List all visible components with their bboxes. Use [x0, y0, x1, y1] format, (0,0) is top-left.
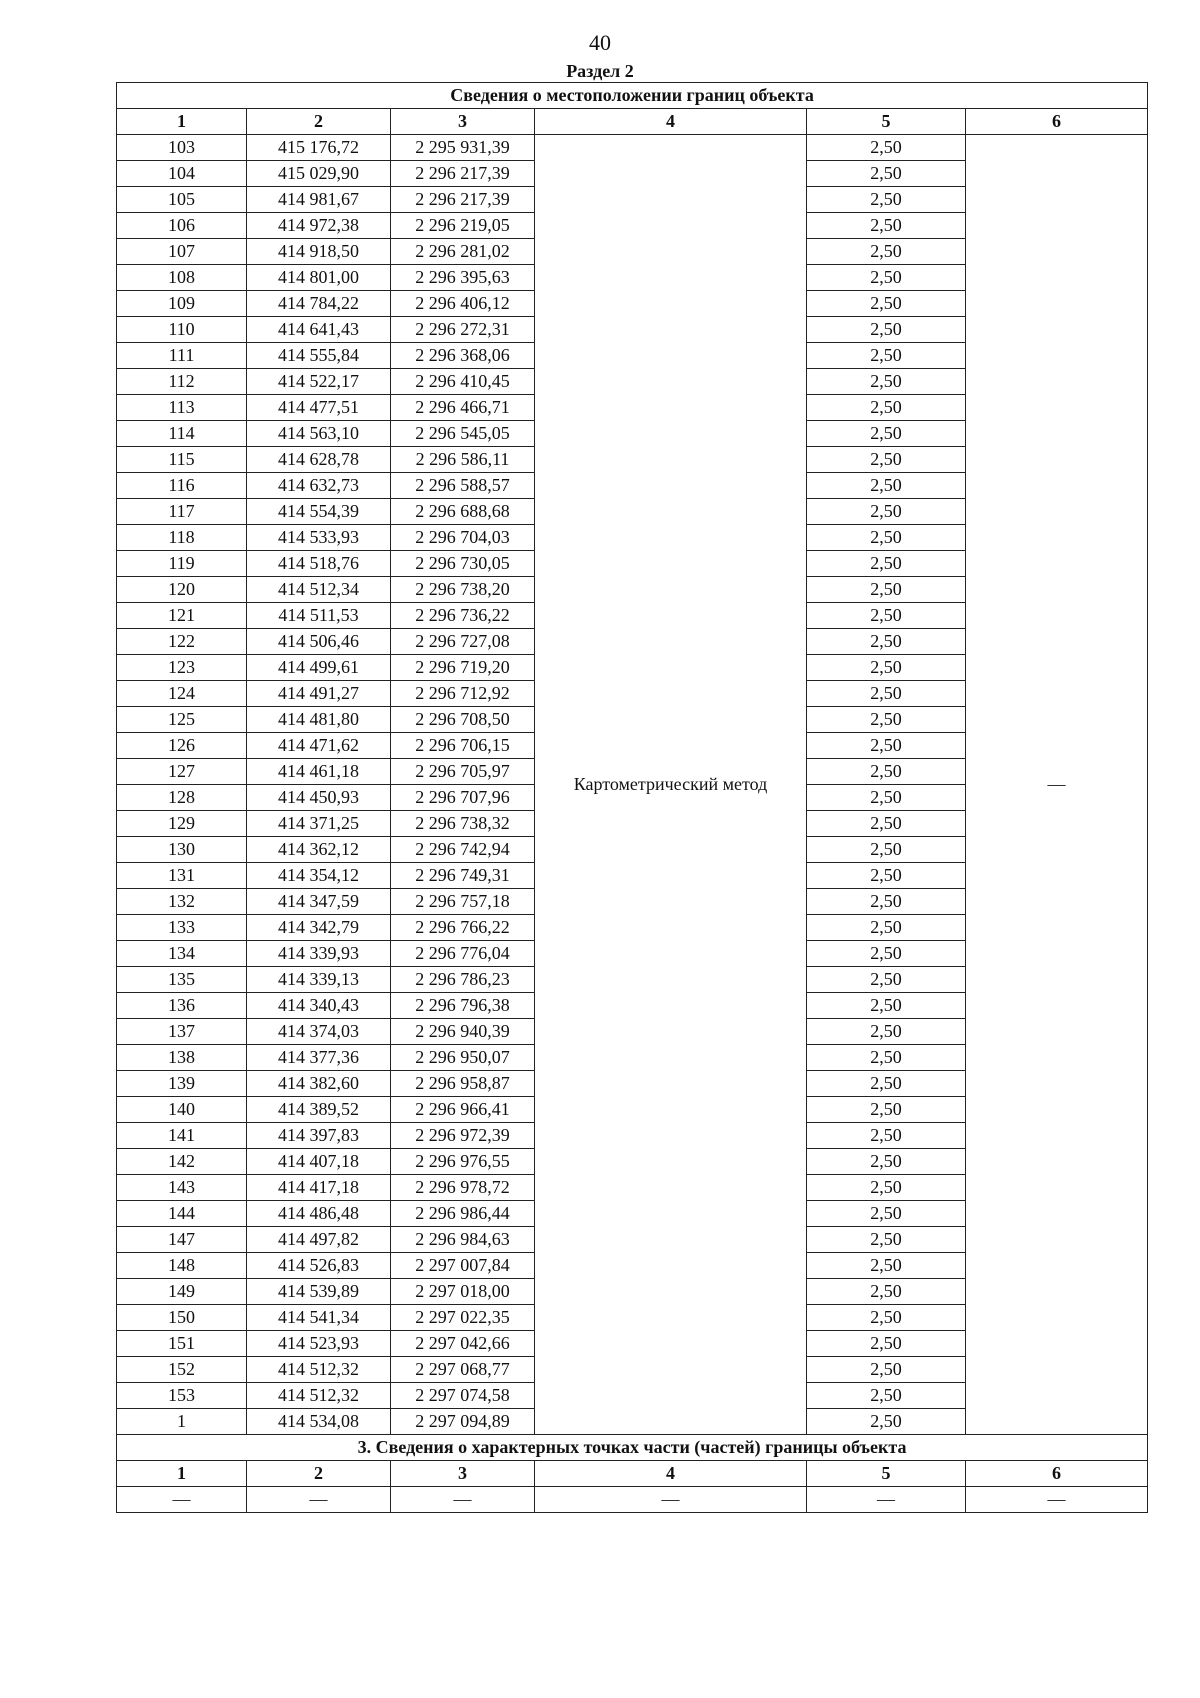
- coordinate-y-cell: 2 296 272,31: [391, 317, 535, 343]
- coordinate-x-cell: 414 471,62: [247, 733, 391, 759]
- accuracy-cell: 2,50: [807, 811, 966, 837]
- coordinate-x-cell: 414 486,48: [247, 1201, 391, 1227]
- coordinate-x-cell: 414 632,73: [247, 473, 391, 499]
- point-number-cell: 124: [117, 681, 247, 707]
- coordinate-x-cell: 414 512,32: [247, 1383, 391, 1409]
- coordinate-x-cell: 414 371,25: [247, 811, 391, 837]
- coordinate-y-cell: 2 297 074,58: [391, 1383, 535, 1409]
- coordinate-y-cell: 2 296 738,32: [391, 811, 535, 837]
- column-header: 2: [247, 1461, 391, 1487]
- point-number-cell: 139: [117, 1071, 247, 1097]
- coordinate-y-cell: 2 296 281,02: [391, 239, 535, 265]
- point-number-cell: 127: [117, 759, 247, 785]
- accuracy-cell: 2,50: [807, 733, 966, 759]
- coordinate-x-cell: 414 981,67: [247, 187, 391, 213]
- accuracy-cell: 2,50: [807, 759, 966, 785]
- coordinate-y-cell: 2 297 068,77: [391, 1357, 535, 1383]
- coordinate-y-cell: 2 297 022,35: [391, 1305, 535, 1331]
- coordinate-y-cell: 2 296 705,97: [391, 759, 535, 785]
- accuracy-cell: 2,50: [807, 941, 966, 967]
- coordinate-x-cell: 414 461,18: [247, 759, 391, 785]
- coordinate-x-cell: 414 526,83: [247, 1253, 391, 1279]
- empty-value-cell: —: [247, 1487, 391, 1513]
- coordinate-y-cell: 2 296 984,63: [391, 1227, 535, 1253]
- point-number-cell: 121: [117, 603, 247, 629]
- coordinate-y-cell: 2 296 796,38: [391, 993, 535, 1019]
- coordinate-y-cell: 2 296 466,71: [391, 395, 535, 421]
- coordinate-x-cell: 414 407,18: [247, 1149, 391, 1175]
- accuracy-cell: 2,50: [807, 317, 966, 343]
- accuracy-cell: 2,50: [807, 1331, 966, 1357]
- point-number-cell: 123: [117, 655, 247, 681]
- point-number-cell: 134: [117, 941, 247, 967]
- boundary-table: [116, 82, 1148, 1513]
- empty-value-cell: —: [966, 1487, 1148, 1513]
- coordinate-y-cell: 2 296 727,08: [391, 629, 535, 655]
- coordinate-y-cell: 2 296 738,20: [391, 577, 535, 603]
- coordinate-y-cell: 2 296 776,04: [391, 941, 535, 967]
- column-header: 1: [117, 1461, 247, 1487]
- coordinate-y-cell: 2 296 719,20: [391, 655, 535, 681]
- coordinate-y-cell: 2 296 688,68: [391, 499, 535, 525]
- point-number-cell: 133: [117, 915, 247, 941]
- column-header: 1: [117, 109, 247, 135]
- coordinate-x-cell: 414 534,08: [247, 1409, 391, 1435]
- coordinate-y-cell: 2 296 708,50: [391, 707, 535, 733]
- page-number: 40: [589, 30, 611, 55]
- coordinate-x-cell: 414 541,34: [247, 1305, 391, 1331]
- coordinate-x-cell: 414 389,52: [247, 1097, 391, 1123]
- empty-value-cell: —: [807, 1487, 966, 1513]
- coordinate-x-cell: 414 641,43: [247, 317, 391, 343]
- accuracy-cell: 2,50: [807, 577, 966, 603]
- coordinate-y-cell: 2 296 707,96: [391, 785, 535, 811]
- point-number-cell: 115: [117, 447, 247, 473]
- column-header: 2: [247, 109, 391, 135]
- point-number-cell: 103: [117, 135, 247, 161]
- coordinate-y-cell: 2 296 586,11: [391, 447, 535, 473]
- coordinate-y-cell: 2 297 042,66: [391, 1331, 535, 1357]
- accuracy-cell: 2,50: [807, 551, 966, 577]
- accuracy-cell: 2,50: [807, 785, 966, 811]
- coordinate-x-cell: 414 354,12: [247, 863, 391, 889]
- coordinate-x-cell: 414 477,51: [247, 395, 391, 421]
- coordinate-y-cell: 2 296 410,45: [391, 369, 535, 395]
- coordinate-x-cell: 414 397,83: [247, 1123, 391, 1149]
- point-number-cell: 105: [117, 187, 247, 213]
- table-row: [117, 1487, 1148, 1513]
- coordinate-x-cell: 414 340,43: [247, 993, 391, 1019]
- point-number-cell: 148: [117, 1253, 247, 1279]
- accuracy-cell: 2,50: [807, 1383, 966, 1409]
- point-number-cell: 137: [117, 1019, 247, 1045]
- accuracy-cell: 2,50: [807, 525, 966, 551]
- accuracy-cell: 2,50: [807, 291, 966, 317]
- coordinate-x-cell: 414 499,61: [247, 655, 391, 681]
- point-number-cell: 130: [117, 837, 247, 863]
- accuracy-cell: 2,50: [807, 395, 966, 421]
- accuracy-cell: 2,50: [807, 1175, 966, 1201]
- accuracy-cell: 2,50: [807, 863, 966, 889]
- coordinate-y-cell: 2 296 940,39: [391, 1019, 535, 1045]
- column-header: 3: [391, 109, 535, 135]
- description-cell: —: [966, 135, 1148, 1435]
- coordinate-x-cell: 414 377,36: [247, 1045, 391, 1071]
- accuracy-cell: 2,50: [807, 1123, 966, 1149]
- coordinate-y-cell: 2 296 958,87: [391, 1071, 535, 1097]
- coordinate-x-cell: 415 176,72: [247, 135, 391, 161]
- point-number-cell: 143: [117, 1175, 247, 1201]
- coordinate-x-cell: 414 801,00: [247, 265, 391, 291]
- column-header: 6: [966, 1461, 1148, 1487]
- coordinate-y-cell: 2 296 972,39: [391, 1123, 535, 1149]
- column-header: 4: [535, 1461, 807, 1487]
- coordinate-x-cell: 414 628,78: [247, 447, 391, 473]
- point-number-cell: 142: [117, 1149, 247, 1175]
- accuracy-cell: 2,50: [807, 369, 966, 395]
- point-number-cell: 140: [117, 1097, 247, 1123]
- point-number-cell: 104: [117, 161, 247, 187]
- accuracy-cell: 2,50: [807, 239, 966, 265]
- coordinate-y-cell: 2 296 786,23: [391, 967, 535, 993]
- accuracy-cell: 2,50: [807, 187, 966, 213]
- point-number-cell: 112: [117, 369, 247, 395]
- point-number-cell: 114: [117, 421, 247, 447]
- coordinate-y-cell: 2 297 018,00: [391, 1279, 535, 1305]
- accuracy-cell: 2,50: [807, 1227, 966, 1253]
- coordinate-y-cell: 2 296 766,22: [391, 915, 535, 941]
- accuracy-cell: 2,50: [807, 1019, 966, 1045]
- column-header: 3: [391, 1461, 535, 1487]
- table2-heading: 3. Сведения о характерных точках части (частей) границы объекта: [117, 1435, 1148, 1461]
- accuracy-cell: 2,50: [807, 213, 966, 239]
- accuracy-cell: 2,50: [807, 265, 966, 291]
- coordinate-y-cell: 2 296 406,12: [391, 291, 535, 317]
- column-header: 6: [966, 109, 1148, 135]
- point-number-cell: 152: [117, 1357, 247, 1383]
- point-number-cell: 108: [117, 265, 247, 291]
- coordinate-y-cell: 2 296 757,18: [391, 889, 535, 915]
- coordinate-x-cell: 414 497,82: [247, 1227, 391, 1253]
- coordinate-x-cell: 414 511,53: [247, 603, 391, 629]
- coordinate-x-cell: 415 029,90: [247, 161, 391, 187]
- coordinate-x-cell: 414 512,32: [247, 1357, 391, 1383]
- coordinate-y-cell: 2 296 704,03: [391, 525, 535, 551]
- coordinate-y-cell: 2 296 978,72: [391, 1175, 535, 1201]
- coordinate-y-cell: 2 296 749,31: [391, 863, 535, 889]
- point-number-cell: 111: [117, 343, 247, 369]
- accuracy-cell: 2,50: [807, 707, 966, 733]
- coordinate-x-cell: 414 417,18: [247, 1175, 391, 1201]
- empty-value-cell: —: [117, 1487, 247, 1513]
- accuracy-cell: 2,50: [807, 603, 966, 629]
- coordinate-y-cell: 2 296 712,92: [391, 681, 535, 707]
- coordinate-y-cell: 2 296 742,94: [391, 837, 535, 863]
- coordinate-y-cell: 2 296 966,41: [391, 1097, 535, 1123]
- point-number-cell: 107: [117, 239, 247, 265]
- accuracy-cell: 2,50: [807, 1253, 966, 1279]
- coordinate-x-cell: 414 362,12: [247, 837, 391, 863]
- accuracy-cell: 2,50: [807, 343, 966, 369]
- accuracy-cell: 2,50: [807, 473, 966, 499]
- coordinate-y-cell: 2 296 395,63: [391, 265, 535, 291]
- accuracy-cell: 2,50: [807, 915, 966, 941]
- point-number-cell: 131: [117, 863, 247, 889]
- coordinate-x-cell: 414 554,39: [247, 499, 391, 525]
- method-cell: Картометрический метод: [535, 135, 807, 1435]
- coordinate-y-cell: 2 296 588,57: [391, 473, 535, 499]
- coordinate-y-cell: 2 297 094,89: [391, 1409, 535, 1435]
- accuracy-cell: 2,50: [807, 1097, 966, 1123]
- coordinate-x-cell: 414 523,93: [247, 1331, 391, 1357]
- coordinate-y-cell: 2 296 219,05: [391, 213, 535, 239]
- accuracy-cell: 2,50: [807, 1409, 966, 1435]
- coordinate-y-cell: 2 296 730,05: [391, 551, 535, 577]
- point-number-cell: 109: [117, 291, 247, 317]
- coordinate-x-cell: 414 972,38: [247, 213, 391, 239]
- point-number-cell: 151: [117, 1331, 247, 1357]
- coordinate-x-cell: 414 382,60: [247, 1071, 391, 1097]
- accuracy-cell: 2,50: [807, 1201, 966, 1227]
- empty-value-cell: —: [391, 1487, 535, 1513]
- table1-column-header-row: [117, 109, 1148, 135]
- accuracy-cell: 2,50: [807, 499, 966, 525]
- point-number-cell: 129: [117, 811, 247, 837]
- coordinate-x-cell: 414 339,93: [247, 941, 391, 967]
- coordinate-x-cell: 414 539,89: [247, 1279, 391, 1305]
- point-number-cell: 147: [117, 1227, 247, 1253]
- coordinate-y-cell: 2 296 217,39: [391, 187, 535, 213]
- coordinate-y-cell: 2 296 545,05: [391, 421, 535, 447]
- table1-heading: Сведения о местоположении границ объекта: [117, 83, 1148, 109]
- column-header: 5: [807, 109, 966, 135]
- column-header: 5: [807, 1461, 966, 1487]
- point-number-cell: 153: [117, 1383, 247, 1409]
- table1-heading-row: [117, 83, 1148, 109]
- accuracy-cell: 2,50: [807, 1357, 966, 1383]
- point-number-cell: 128: [117, 785, 247, 811]
- accuracy-cell: 2,50: [807, 1305, 966, 1331]
- point-number-cell: 144: [117, 1201, 247, 1227]
- coordinate-y-cell: 2 296 986,44: [391, 1201, 535, 1227]
- point-number-cell: 119: [117, 551, 247, 577]
- accuracy-cell: 2,50: [807, 447, 966, 473]
- point-number-cell: 122: [117, 629, 247, 655]
- table2-column-header-row: [117, 1461, 1148, 1487]
- point-number-cell: 125: [117, 707, 247, 733]
- point-number-cell: 135: [117, 967, 247, 993]
- coordinate-y-cell: 2 295 931,39: [391, 135, 535, 161]
- coordinate-x-cell: 414 563,10: [247, 421, 391, 447]
- column-header: 4: [535, 109, 807, 135]
- point-number-cell: 106: [117, 213, 247, 239]
- empty-value-cell: —: [535, 1487, 807, 1513]
- accuracy-cell: 2,50: [807, 655, 966, 681]
- coordinate-y-cell: 2 296 368,06: [391, 343, 535, 369]
- accuracy-cell: 2,50: [807, 993, 966, 1019]
- point-number-cell: 138: [117, 1045, 247, 1071]
- table2-heading-row: [117, 1435, 1148, 1461]
- coordinate-y-cell: 2 296 217,39: [391, 161, 535, 187]
- point-number-cell: 117: [117, 499, 247, 525]
- table-row: [117, 135, 1148, 161]
- point-number-cell: 116: [117, 473, 247, 499]
- coordinate-x-cell: 414 347,59: [247, 889, 391, 915]
- accuracy-cell: 2,50: [807, 161, 966, 187]
- coordinate-x-cell: 414 374,03: [247, 1019, 391, 1045]
- coordinate-x-cell: 414 491,27: [247, 681, 391, 707]
- coordinate-y-cell: 2 296 736,22: [391, 603, 535, 629]
- point-number-cell: 120: [117, 577, 247, 603]
- coordinate-y-cell: 2 296 950,07: [391, 1045, 535, 1071]
- accuracy-cell: 2,50: [807, 421, 966, 447]
- coordinate-y-cell: 2 296 976,55: [391, 1149, 535, 1175]
- accuracy-cell: 2,50: [807, 1149, 966, 1175]
- coordinate-x-cell: 414 450,93: [247, 785, 391, 811]
- accuracy-cell: 2,50: [807, 889, 966, 915]
- coordinate-x-cell: 414 481,80: [247, 707, 391, 733]
- accuracy-cell: 2,50: [807, 837, 966, 863]
- coordinate-x-cell: 414 522,17: [247, 369, 391, 395]
- point-number-cell: 126: [117, 733, 247, 759]
- point-number-cell: 113: [117, 395, 247, 421]
- coordinate-x-cell: 414 784,22: [247, 291, 391, 317]
- accuracy-cell: 2,50: [807, 135, 966, 161]
- accuracy-cell: 2,50: [807, 1045, 966, 1071]
- coordinate-x-cell: 414 533,93: [247, 525, 391, 551]
- coordinate-y-cell: 2 296 706,15: [391, 733, 535, 759]
- point-number-cell: 118: [117, 525, 247, 551]
- coordinate-x-cell: 414 518,76: [247, 551, 391, 577]
- point-number-cell: 150: [117, 1305, 247, 1331]
- point-number-cell: 149: [117, 1279, 247, 1305]
- accuracy-cell: 2,50: [807, 967, 966, 993]
- point-number-cell: 136: [117, 993, 247, 1019]
- coordinate-x-cell: 414 342,79: [247, 915, 391, 941]
- coordinate-x-cell: 414 555,84: [247, 343, 391, 369]
- accuracy-cell: 2,50: [807, 1071, 966, 1097]
- coordinate-x-cell: 414 918,50: [247, 239, 391, 265]
- accuracy-cell: 2,50: [807, 681, 966, 707]
- coordinate-x-cell: 414 339,13: [247, 967, 391, 993]
- coordinate-y-cell: 2 297 007,84: [391, 1253, 535, 1279]
- point-number-cell: 141: [117, 1123, 247, 1149]
- coordinate-x-cell: 414 512,34: [247, 577, 391, 603]
- point-number-cell: 110: [117, 317, 247, 343]
- point-number-cell: 1: [117, 1409, 247, 1435]
- accuracy-cell: 2,50: [807, 1279, 966, 1305]
- point-number-cell: 132: [117, 889, 247, 915]
- section-label: Раздел 2: [566, 61, 634, 81]
- coordinate-x-cell: 414 506,46: [247, 629, 391, 655]
- accuracy-cell: 2,50: [807, 629, 966, 655]
